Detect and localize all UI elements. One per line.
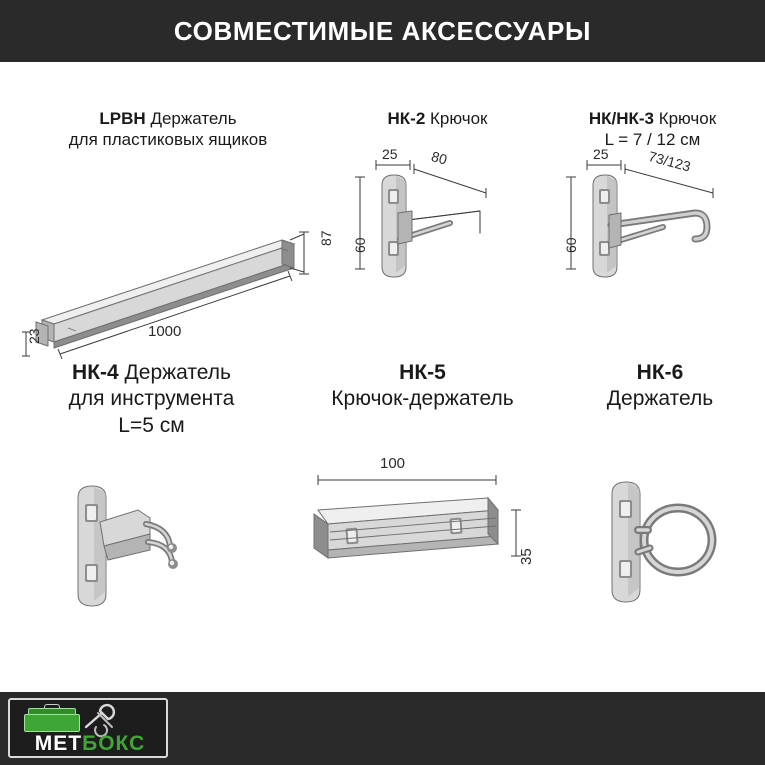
item-name-nk4-l1: Держатель — [124, 361, 231, 384]
item-caption-nk4 — [14, 360, 289, 439]
item-caption-nk2 — [330, 108, 545, 129]
nk6-svg — [582, 468, 762, 618]
page-header — [0, 0, 765, 62]
item-drawing-nk5 — [300, 470, 550, 620]
nk4-svg — [42, 472, 252, 632]
dim-nk2-60: 60 — [352, 237, 368, 253]
item-caption-nk3 — [545, 108, 760, 151]
dim-nk5-100: 100 — [380, 455, 406, 472]
dim-nk5-35: 35 — [518, 548, 535, 565]
brand-name-part2: БОКС — [82, 732, 146, 755]
item-name-lpbh-l1: Держатель — [150, 109, 237, 128]
brand-name — [10, 732, 168, 756]
item-name-nk5: Крючок-держатель — [331, 387, 514, 411]
item-drawing-lpbh — [18, 170, 318, 340]
item-caption-nk5 — [290, 360, 555, 413]
item-name-nk4-l3: L=5 см — [118, 413, 185, 437]
dim-nk3-25: 25 — [593, 146, 609, 162]
page-title: СОВМЕСТИМЫЕ АКСЕССУАРЫ — [173, 15, 592, 46]
item-code-nk6: НК-6 — [636, 361, 684, 384]
item-card-nk2 — [330, 108, 545, 338]
wrench-icon — [82, 705, 116, 733]
item-card-lpbh — [18, 108, 334, 344]
item-name-nk3-l2: L = 7 / 12 см — [604, 130, 701, 150]
item-caption-lpbh — [18, 108, 318, 151]
item-card-nk4 — [14, 360, 289, 650]
page-footer — [0, 692, 765, 765]
toolbox-body-icon — [24, 714, 80, 732]
item-card-nk3 — [545, 108, 760, 338]
dim-nk3-60: 60 — [563, 237, 579, 253]
item-code-lpbh: LPBH — [99, 109, 146, 128]
item-name-nk3: Крючок — [658, 109, 717, 128]
item-drawing-nk6 — [582, 468, 762, 618]
dim-nk2-80: 80 — [429, 148, 449, 168]
item-name-lpbh-l2: для пластиковых ящиков — [68, 130, 268, 150]
item-card-nk5 — [290, 360, 555, 650]
item-code-nk5: НК-5 — [399, 361, 446, 384]
dim-lpbh-87: 87 — [318, 230, 334, 246]
dim-lpbh-23: 23 — [26, 328, 42, 344]
item-name-nk2: Крючок — [430, 109, 488, 128]
item-code-nk3: НК/НК-3 — [588, 109, 654, 128]
item-card-nk6 — [560, 360, 760, 650]
item-name-nk6: Держатель — [606, 387, 714, 411]
nk5-svg — [300, 470, 550, 620]
dim-nk2-25: 25 — [382, 146, 398, 162]
dim-nk3-73-123: 73/123 — [646, 148, 693, 175]
dim-lpbh-1000: 1000 — [148, 323, 182, 340]
item-caption-nk6 — [560, 360, 760, 413]
item-drawing-nk4 — [42, 472, 252, 632]
lpbh-svg — [18, 170, 318, 340]
item-code-nk2: НК-2 — [387, 109, 426, 128]
brand-logo — [8, 698, 168, 758]
item-name-nk4-l2: для инструмента — [68, 387, 235, 411]
brand-name-part1: МЕТ — [34, 732, 83, 755]
item-code-nk4: НК-4 — [72, 361, 119, 384]
toolbox-icon — [24, 706, 80, 732]
